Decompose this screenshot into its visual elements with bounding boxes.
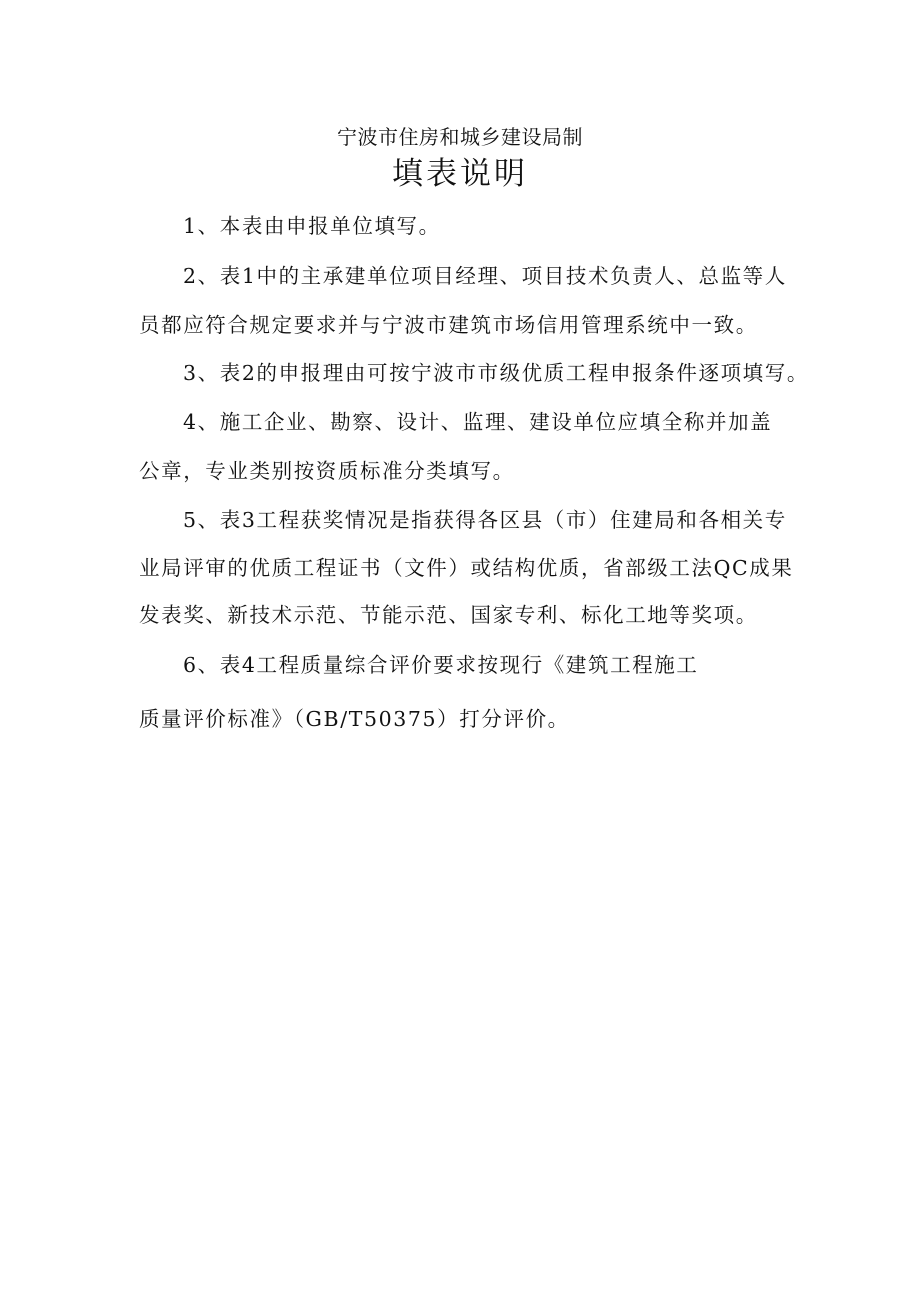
instruction-2-line-2: 员都应符合规定要求并与宁波市建筑市场信用管理系统中一致。 xyxy=(139,313,758,337)
instruction-5-line-1: 5、表3工程获奖情况是指获得各区县（市）住建局和各相关专 xyxy=(183,508,787,532)
instruction-5-line-3: 发表奖、新技术示范、节能示范、国家专利、标化工地等奖项。 xyxy=(139,603,758,627)
instruction-1-line-1: 1、本表由申报单位填写。 xyxy=(183,214,441,238)
page-title: 填表说明 xyxy=(392,156,528,192)
instruction-2-line-1: 2、表1中的主承建单位项目经理、项目技术负责人、总监等人 xyxy=(183,264,787,288)
instruction-4-line-1: 4、施工企业、勘察、设计、监理、建设单位应填全称并加盖 xyxy=(183,410,773,434)
instruction-5-line-2: 业局评审的优质工程证书（文件）或结构优质，省部级工法QC成果 xyxy=(139,556,794,580)
issuer-line: 宁波市住房和城乡建设局制 xyxy=(337,125,583,149)
instruction-4-line-2: 公章，专业类别按资质标准分类填写。 xyxy=(139,459,515,483)
instruction-6-line-2: 质量评价标准》（GB/T50375）打分评价。 xyxy=(139,707,570,731)
instruction-3-line-1: 3、表2的申报理由可按宁波市市级优质工程申报条件逐项填写。 xyxy=(183,361,809,385)
instruction-6-line-1: 6、表4工程质量综合评价要求按现行《建筑工程施工 xyxy=(183,653,699,677)
